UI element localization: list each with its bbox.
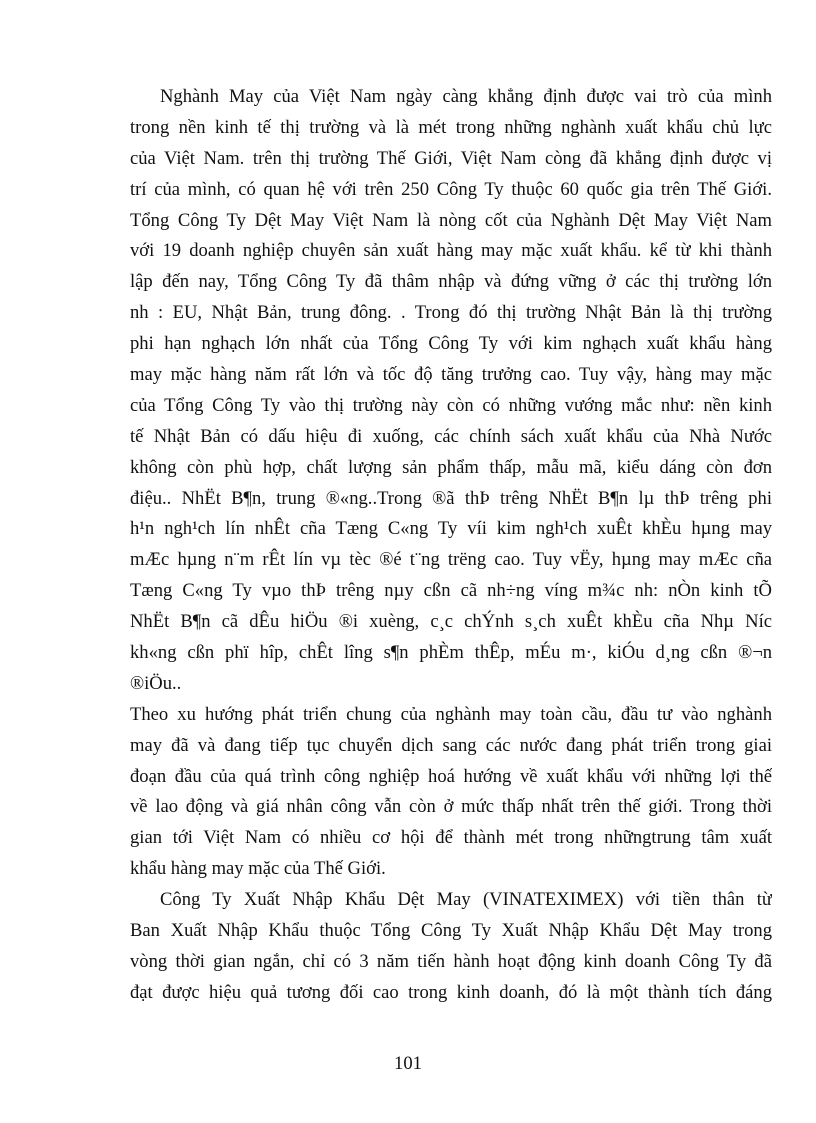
text-line: lập đến nay, Tổng Công Ty đã thâm nhập và đứng vững ở các thị trường lớn (130, 271, 772, 293)
text-line: không còn phù hợp, chất lượng sản phẩm thấp, mẫu mã, kiểu dáng còn đơn (130, 456, 772, 478)
text-line: may đã và đang tiếp tục chuyển dịch sang các nước đang phát triển trong giai (130, 734, 772, 756)
text-line: nh : EU, Nhật Bản, trung đông. . Trong đó thị trường Nhật Bản là thị trường (130, 302, 772, 324)
paragraph-3 (130, 885, 772, 1009)
text-line: đạt được hiệu quả tương đối cao trong kinh doanh, đó là một thành tích đáng (130, 981, 772, 1003)
text-line: Tổng Công Ty Dệt May Việt Nam là nòng cốt của Nghành Dệt May Việt Nam (130, 209, 772, 231)
text-line: phi hạn nghạch lớn nhất của Tổng Công Ty với kim nghạch xuất khẩu hàng (130, 333, 772, 355)
text-line: NhËt B¶n cã dÊu hiÖu ®i xuèng, c¸c chÝnh s¸ch xuÊt khÈu cña Nhµ Níc (130, 611, 772, 633)
text-line: vòng thời gian ngắn, chỉ có 3 năm tiến hành hoạt động kinh doanh Công Ty đã (130, 950, 772, 972)
text-line: may mặc hàng năm rất lớn và tốc độ tăng trưởng cao. Tuy vậy, hàng may mặc (130, 364, 772, 386)
text-line: điệu.. NhËt B¶n, trung ®«ng..Trong ®ã thÞ trêng NhËt B¶n lµ thÞ trêng phi (130, 487, 772, 509)
text-line: về lao động và giá nhân công vẫn còn ở mức thấp nhất trên thế giới. Trong thời (130, 796, 772, 818)
document-body (130, 82, 772, 1009)
text-line: Công Ty Xuất Nhập Khẩu Dệt May (VINATEXIMEX) với tiền thân từ (160, 889, 772, 911)
paragraph-1 (130, 82, 772, 700)
text-line: trong nền kinh tế thị trường và là mét trong những nghành xuất khẩu chủ lực (130, 116, 772, 138)
text-line: h¹n ngh¹ch lín nhÊt cña Tæng C«ng Ty víi kim ngh¹ch xuÊt khÈu hµng may (130, 518, 772, 540)
text-line: với 19 doanh nghiệp chuyên sản xuất hàng may mặc xuất khẩu. kể từ khi thành (130, 240, 772, 262)
text-line: Ban Xuất Nhập Khẩu thuộc Tổng Công Ty Xuất Nhập Khẩu Dệt May trong (130, 920, 772, 942)
paragraph-2 (130, 700, 772, 885)
text-line: tế Nhật Bản có dấu hiệu đi xuống, các chính sách xuất khẩu của Nhà Nước (130, 425, 772, 447)
text-line: Theo xu hướng phát triển chung của nghành may toàn cầu, đầu tư vào nghành (130, 703, 772, 725)
text-line: của Tổng Công Ty vào thị trường này còn có những vướng mắc như: nền kinh (130, 394, 772, 416)
page-number: 101 (394, 1053, 422, 1074)
text-line: của Việt Nam. trên thị trường Thế Giới, Việt Nam còng đã khẳng định được vị (130, 147, 772, 169)
text-line: khẩu hàng may mặc của Thế Giới. (130, 858, 386, 880)
text-line: ®iÖu.. (130, 672, 182, 694)
text-line: Nghành May của Việt Nam ngày càng khẳng định được vai trò của mình (160, 86, 772, 107)
text-line: trí của mình, có quan hệ với trên 250 Công Ty thuộc 60 quốc gia trên Thế Giới. (130, 178, 772, 200)
text-line: kh«ng cßn phï hîp, chÊt lîng s¶n phÈm thÊp, mÉu m·, kiÓu d¸ng cßn ®¬n (130, 642, 772, 664)
text-line: mÆc hµng n¨m rÊt lín vµ tèc ®é t¨ng trëng cao. Tuy vËy, hµng may mÆc cña (130, 549, 772, 571)
text-line: gian tới Việt Nam có nhiều cơ hội để thành mét trong nhữngtrung tâm xuất (130, 827, 772, 849)
text-line: đoạn đầu của quá trình công nghiệp hoá hướng về xuất khẩu với những lợi thế (130, 765, 772, 787)
text-line: Tæng C«ng Ty vµo thÞ trêng nµy cßn cã nh÷ng víng m¾c nh: nÒn kinh tÕ (130, 580, 772, 602)
